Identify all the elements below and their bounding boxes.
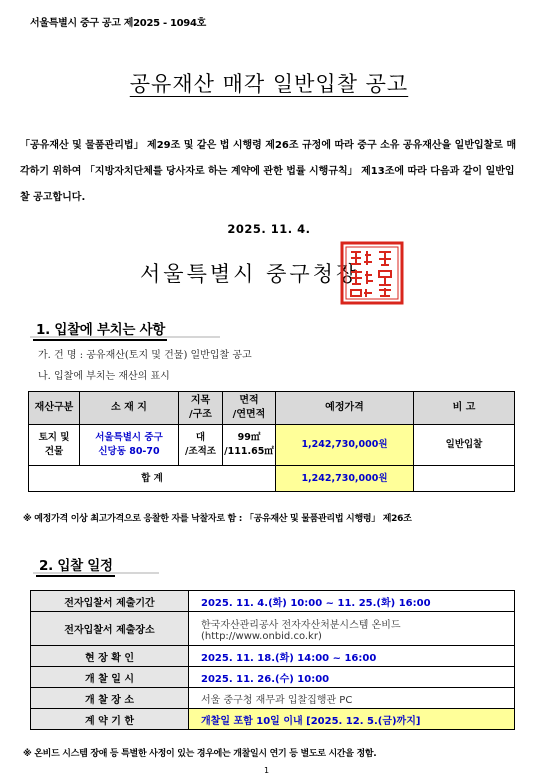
schedule-row	[31, 646, 515, 667]
notice-date: 2025. 11. 4.	[227, 222, 311, 236]
total-remark-empty	[414, 466, 515, 492]
total-price: 1,242,730,000원	[276, 466, 414, 492]
property-table	[28, 391, 515, 492]
cell-jimok-line2: /조적조	[184, 446, 216, 457]
schedule-table	[30, 590, 515, 730]
cell-location-line1: 서울특별시 중구	[95, 432, 163, 443]
cell-category	[29, 425, 80, 466]
cell-price: 1,242,730,000원	[276, 425, 414, 466]
total-row	[29, 466, 515, 492]
cell-area	[223, 425, 276, 466]
item-a-subject: 가. 건 명 : 공유재산(토지 및 건물) 일반입찰 공고	[38, 350, 252, 361]
cell-jimok	[179, 425, 223, 466]
section1-heading: 1. 입찰에 부치는 사항	[33, 318, 167, 341]
onbid-system-name: 한국자산관리공사 전자자산처분시스템 온비드	[201, 619, 401, 631]
schedule-label-opening-place: 개 찰 장 소	[31, 688, 189, 709]
official-seal-icon	[339, 240, 405, 306]
col-header-jimok	[179, 392, 223, 425]
schedule-value-opening-place: 서울 중구청 재무과 입찰집행관 PC	[189, 688, 515, 709]
cell-location	[80, 425, 179, 466]
system-outage-note: ※ 온비드 시스템 장애 등 특별한 사정이 있는 경우에는 개찰일시 연기 등 별도로 시간을 정함.	[23, 749, 377, 759]
cell-location-line2: 신당동 80-70	[98, 446, 160, 457]
cell-area-line1: 99㎡	[237, 432, 261, 443]
cell-category-line1: 토지 및	[38, 432, 70, 443]
schedule-value-submit-place	[189, 612, 515, 646]
schedule-label-contract-deadline: 계 약 기 한	[31, 709, 189, 730]
cell-remark: 일반입찰	[414, 425, 515, 466]
cell-jimok-line1: 대	[195, 432, 206, 443]
total-label: 합 계	[29, 466, 276, 492]
col-header-jimok-line2: /구조	[189, 409, 212, 420]
schedule-value-submit-period: 2025. 11. 4.(화) 10:00 ~ 11. 25.(화) 16:00	[189, 591, 515, 612]
page-title-text: 공유재산 매각 일반입찰 공고	[129, 72, 409, 96]
col-header-area-line1: 면적	[239, 395, 259, 406]
schedule-value-opening-date: 2025. 11. 26.(수) 10:00	[189, 667, 515, 688]
onbid-url-link[interactable]: (http://www.onbid.co.kr)	[201, 630, 322, 642]
page-title	[0, 68, 538, 98]
issuer-name: 서울특별시 중구청장	[140, 262, 360, 286]
property-table-header	[29, 392, 515, 425]
section2-heading: 2. 입찰 일정	[36, 554, 115, 577]
col-header-jimok-line1: 지목	[190, 395, 211, 406]
schedule-row	[31, 688, 515, 709]
schedule-label-submit-period: 전자입찰서 제출기간	[31, 591, 189, 612]
page-number: 1	[264, 766, 270, 775]
col-header-area	[223, 392, 276, 425]
schedule-value-site-visit: 2025. 11. 18.(화) 14:00 ~ 16:00	[189, 646, 515, 667]
table-row	[29, 425, 515, 466]
schedule-row	[31, 591, 515, 612]
schedule-row	[31, 709, 515, 730]
col-header-area-line2: /연면적	[232, 409, 266, 420]
schedule-label-submit-place: 전자입찰서 제출장소	[31, 612, 189, 646]
price-note: ※ 예정가격 이상 최고가격으로 응찰한 자를 낙찰자로 함 : 「공유재산 및 물품관리법 시행령」 제26조	[23, 514, 412, 524]
cell-area-line2: /111.65㎡	[224, 446, 274, 457]
col-header-remark: 비 고	[414, 392, 515, 425]
col-header-location: 소 재 지	[80, 392, 179, 425]
col-header-price: 예정가격	[276, 392, 414, 425]
notice-number: 서울특별시 중구 공고 제2025 - 1094호	[30, 18, 206, 29]
schedule-row	[31, 612, 515, 646]
schedule-label-site-visit: 현 장 확 인	[31, 646, 189, 667]
col-header-category: 재산구분	[29, 392, 80, 425]
schedule-label-opening-date: 개 찰 일 시	[31, 667, 189, 688]
schedule-value-contract-deadline: 개찰일 포함 10일 이내 [2025. 12. 5.(금)까지]	[189, 709, 515, 730]
schedule-row	[31, 667, 515, 688]
cell-category-line2: 건물	[44, 446, 64, 457]
intro-paragraph: 「공유재산 및 물품관리법」 제29조 및 같은 법 시행령 제26조 규정에 따라 중구 소유 공유재산을 일반입찰로 매각하기 위하여 「지방자치단체를 당사자로 하는 계약에 관한 법률 시행규칙」 제13조에 따라 다음과 같이 일반입찰 공고합니다.	[20, 140, 517, 203]
item-b-property-label: 나. 입찰에 부치는 재산의 표시	[38, 371, 170, 382]
